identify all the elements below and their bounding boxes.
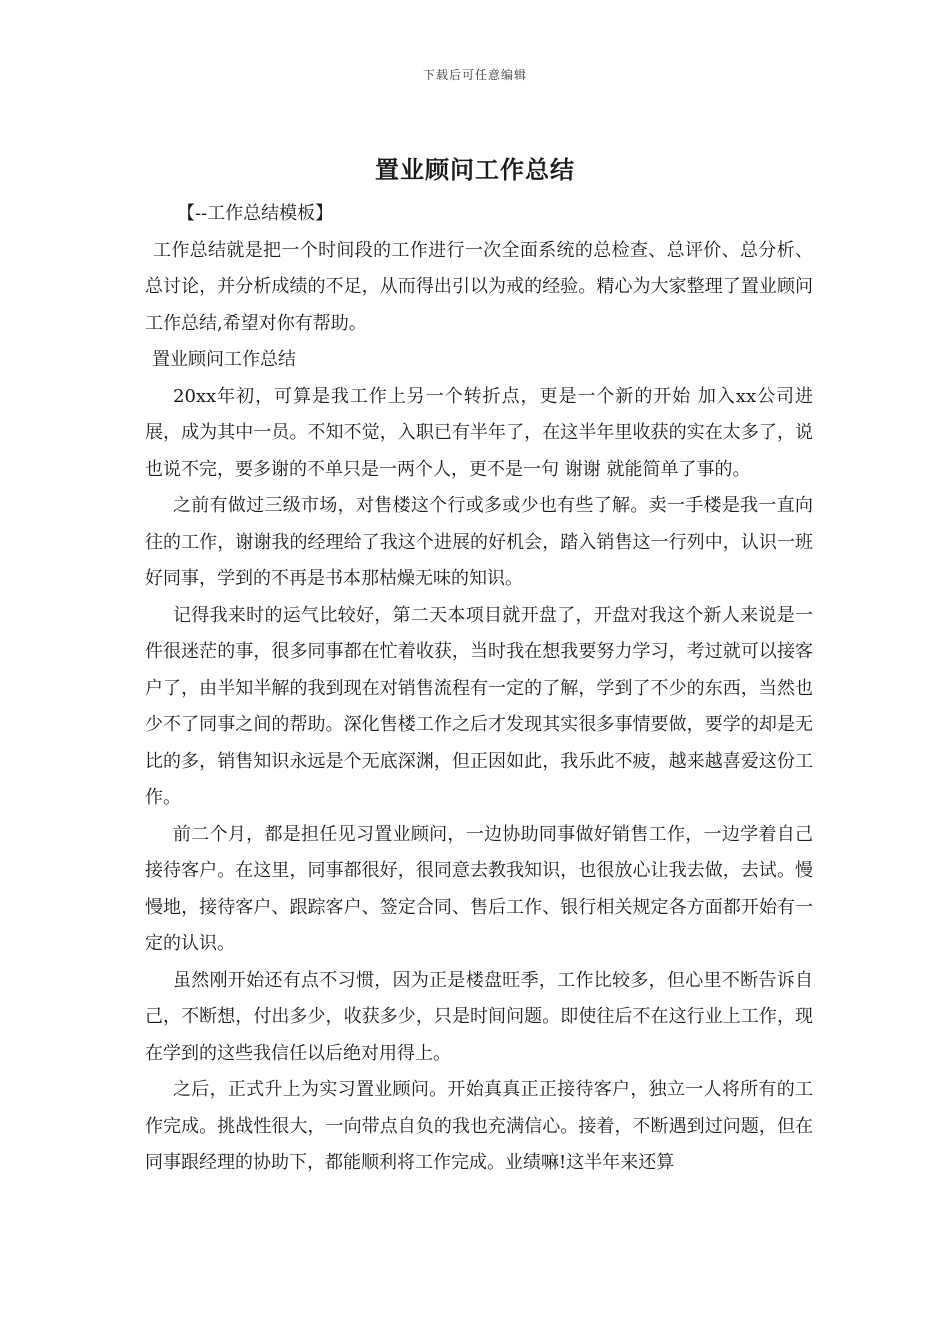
body-paragraph: 之后，正式升上为实习置业顾问。开始真真正正接待客户，独立一人将所有的工作完成。挑战性很大，一向带点自负的我也充满信心。接着，不断遇到过问题，但在同事跟经理的协助下，都能顺利将工作完成。业绩嘛!这半年来还算 xyxy=(145,1079,813,1173)
header-note: 下载后可任意编辑 xyxy=(422,68,527,82)
body-paragraph: 记得我来时的运气比较好，第二天本项目就开盘了，开盘对我这个新人来说是一件很迷茫的事，很多同事都在忙着收获，当时我在想我要努力学习，考过就可以接客户了，由半知半解的我到现在对销售流程有一定的了解，学到了不少的东西，当然也少不了同事之间的帮助。深化售楼工作之后才发现其实很多事情要做，要学的却是无比的多，销售知识永远是个无底深渊，但正因如此，我乐此不疲，越来越喜爱这份工作。 xyxy=(145,604,813,808)
document-title: 置业顾问工作总结 xyxy=(375,155,575,184)
body-paragraph: 之前有做过三级市场，对售楼这个行或多或少也有些了解。卖一手楼是我一直向往的工作，谢谢我的经理给了我这个进展的好机会，踏入销售这一行列中，认识一班好同事，学到的不再是书本那枯燥无味的知识。 xyxy=(145,495,813,589)
template-tag-line: 【--工作总结模板】 xyxy=(177,203,334,224)
section-subheading: 置业顾问工作总结 xyxy=(152,349,296,370)
body-paragraph: 前二个月，都是担任见习置业顾问，一边协助同事做好销售工作，一边学着自己接待客户。在这里，同事都很好，很同意去教我知识，也很放心让我去做，去试。慢慢地，接待客户、跟踪客户、签定合同、售后工作、银行相关规定各方面都开始有一定的认识。 xyxy=(145,823,813,954)
body-paragraph: 虽然刚开始还有点不习惯，因为正是楼盘旺季，工作比较多，但心里不断告诉自己，不断想，付出多少，收获多少，只是时间问题。即使往后不在这行业上工作，现在学到的这些我信任以后绝对用得上。 xyxy=(145,969,813,1064)
intro-paragraph: 工作总结就是把一个时间段的工作进行一次全面系统的总检查、总评价、总分析、总讨论，并分析成绩的不足，从而得出引以为戒的经验。精心为大家整理了置业顾问工作总结,希望对你有帮助。 xyxy=(145,239,813,334)
body-paragraph: 20xx年初，可算是我工作上另一个转折点，更是一个新的开始 加入xx公司进展，成为其中一员。不知不觉，入职已有半年了，在这半年里收获的实在太多了，说也说不完，要多谢的不单只是一两个人，更不是一句 谢谢 就能简单了事的。 xyxy=(145,385,813,480)
document-body xyxy=(145,196,813,1182)
